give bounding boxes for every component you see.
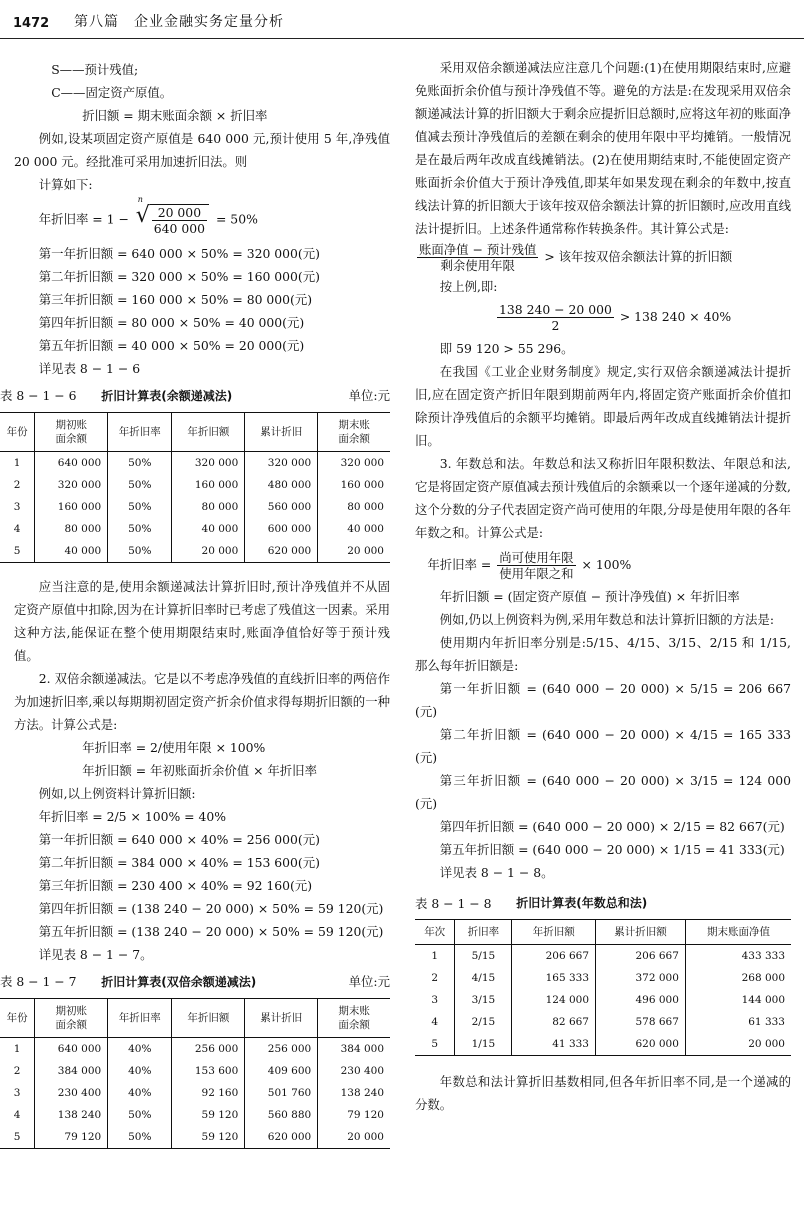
rate-denominator: 640 000 [153, 221, 206, 236]
right-column [415, 56, 791, 1116]
table-cell: 165 333 [512, 967, 596, 989]
table-cell: 50% [108, 496, 172, 518]
table-cell: 20 000 [318, 1126, 390, 1149]
table-cell: 4 [13, 1109, 21, 1121]
table-header: 累计折旧 [245, 999, 318, 1038]
syd-year-line: 第二年折旧额 = (640 000 − 20 000) × 4/15 = 165 333 (元) [415, 727, 791, 765]
closing-paragraph: 年数总和法计算折旧基数相同,但各年折旧率不同,是一个递减的分数。 [415, 1074, 791, 1112]
table-cell: 80 000 [318, 496, 390, 518]
table-cell: 620 000 [245, 1126, 318, 1149]
table-header: 年次 [415, 920, 455, 945]
see-table-6: 详见表 8 − 1 − 6 [38, 361, 141, 376]
table-cell: 433 333 [685, 945, 791, 968]
page-header [0, 0, 804, 39]
table-header: 年折旧额 [172, 413, 245, 452]
table-cell: 41 333 [512, 1033, 596, 1056]
rate-rhs: = 50% [215, 211, 258, 227]
table-cell: 560 880 [245, 1104, 318, 1126]
syd-rates: 使用期内年折旧率分别是:5/15、4/15、3/15、2/15 和 1/15,那么每年折旧额是: [415, 635, 791, 673]
table-cell: 80 000 [35, 518, 108, 540]
table-cell: 40 000 [172, 518, 245, 540]
table-8 [415, 919, 791, 1056]
table-header: 年折旧率 [108, 999, 172, 1038]
table-row [0, 1038, 390, 1061]
table-header: 期初账 面余额 [35, 413, 108, 452]
table-cell: 320 000 [318, 452, 390, 475]
table-cell: 79 120 [35, 1126, 108, 1149]
table-cell: 206 667 [512, 945, 596, 968]
table-cell: 320 000 [172, 452, 245, 475]
table-cell: 59 120 [172, 1126, 245, 1149]
condition-formula [415, 242, 791, 273]
year-line: 第一年折旧额 = 640 000 × 50% = 320 000(元) [38, 246, 320, 261]
table-cell: 20 000 [172, 540, 245, 563]
table-header: 折旧率 [455, 920, 512, 945]
table-cell: 4 [431, 1016, 439, 1028]
syd-paragraph: 3. 年数总和法。年数总和法又称折旧年限积数法、年限总和法,它是将固定资产原值减去预计残值后的余额乘以一个逐年递减的分数,这个分数的分子代表固定资产尚可使用的年限,分母是使用年限的各年年数之和。计算公式是: [415, 456, 791, 540]
running-title: 第八篇 企业金融实务定量分析 [74, 14, 284, 30]
table-6-number: 表 8 − 1 − 6 [0, 388, 77, 403]
table-header: 年折旧额 [512, 920, 596, 945]
table-cell: 384 000 [318, 1038, 390, 1061]
table-row [0, 540, 390, 563]
rate-lhs: 年折旧率 = 1 − [38, 211, 129, 227]
example-result: 即 59 120 > 55 296。 [439, 341, 574, 356]
rate-numerator: 20 000 [152, 205, 207, 221]
note-paragraph: 应当注意的是,使用余额递减法计算折旧时,预计净残值并不从固定资产原值中扣除,因为在计算折旧率时已考虑了残值这一因素。采用这种方法,能保证在整个使用期限结束时,账面净值恰好等于预计残值。 [14, 579, 390, 663]
ddb-example: 例如,以上例资料计算折旧额: [38, 786, 196, 801]
table-row [0, 1104, 390, 1126]
table-8-title: 折旧计算表(年数总和法) [516, 896, 648, 910]
table-8-caption [415, 892, 791, 915]
table-row [415, 967, 791, 989]
table-cell: 496 000 [596, 989, 686, 1011]
table-cell: 600 000 [245, 518, 318, 540]
table-cell: 5 [13, 545, 21, 557]
condition-numerator: 账面净值 − 预计残值 [419, 242, 537, 257]
table-cell: 160 000 [318, 474, 390, 496]
table-7-title: 折旧计算表(双倍余额递减法) [101, 975, 257, 989]
c-definition: C——固定资产原值。 [51, 85, 173, 100]
table-cell: 2 [13, 479, 21, 491]
table-header: 年份 [0, 999, 35, 1038]
condition-rhs: > 该年按双倍余额法计算的折旧额 [544, 249, 733, 264]
table-cell: 256 000 [245, 1038, 318, 1061]
table-cell: 640 000 [35, 1038, 108, 1061]
table-cell: 480 000 [245, 474, 318, 496]
ddb-line: 第五年折旧额 = (138 240 − 20 000) × 50% = 59 120(元) [38, 924, 384, 939]
ddb-line: 年折旧率 = 2/5 × 100% = 40% [38, 809, 227, 824]
table-cell: 61 333 [685, 1011, 791, 1033]
table-cell: 3/15 [455, 989, 512, 1011]
table-cell: 1 [13, 457, 21, 469]
table-cell: 80 000 [172, 496, 245, 518]
table-cell: 578 667 [596, 1011, 686, 1033]
table-row [0, 518, 390, 540]
table-cell: 82 667 [512, 1011, 596, 1033]
syd-rate-formula [427, 550, 791, 581]
table-header: 年折旧率 [108, 413, 172, 452]
table-cell: 5/15 [455, 945, 512, 968]
table-row [415, 989, 791, 1011]
year-line: 第四年折旧额 = 80 000 × 50% = 40 000(元) [38, 315, 305, 330]
example-denominator: 2 [551, 318, 560, 333]
table-cell: 40% [108, 1082, 172, 1104]
table-cell: 256 000 [172, 1038, 245, 1061]
syd-numerator: 尚可使用年限 [499, 550, 574, 565]
table-cell: 3 [13, 501, 21, 513]
table-cell: 124 000 [512, 989, 596, 1011]
year-line: 第五年折旧额 = 40 000 × 50% = 20 000(元) [38, 338, 305, 353]
see-table-8: 详见表 8 − 1 − 8。 [439, 865, 554, 880]
table-row [0, 496, 390, 518]
syd-year-line: 第五年折旧额 = (640 000 − 20 000) × 1/15 = 41 333(元) [439, 842, 785, 857]
year-line: 第二年折旧额 = 320 000 × 50% = 160 000(元) [38, 269, 320, 284]
table-cell: 230 400 [35, 1082, 108, 1104]
ddb-formula-1: 年折旧率 = 2/使用年限 × 100% [82, 740, 266, 755]
table-cell: 1/15 [455, 1033, 512, 1056]
table-cell: 4/15 [455, 967, 512, 989]
depreciation-formula: 折旧额 = 期末账面余额 × 折旧率 [82, 108, 268, 123]
table-cell: 3 [431, 994, 439, 1006]
table-row [415, 1033, 791, 1056]
table-cell: 4 [13, 523, 21, 535]
table-cell: 50% [108, 474, 172, 496]
table-cell: 560 000 [245, 496, 318, 518]
table-cell: 501 760 [245, 1082, 318, 1104]
table-cell: 640 000 [35, 452, 108, 475]
table-header: 期初账 面余额 [35, 999, 108, 1038]
calc-intro: 计算如下: [38, 177, 93, 192]
table-cell: 206 667 [596, 945, 686, 968]
table-cell: 153 600 [172, 1060, 245, 1082]
table-cell: 20 000 [685, 1033, 791, 1056]
table-cell: 144 000 [685, 989, 791, 1011]
table-cell: 40 000 [35, 540, 108, 563]
table-cell: 2 [431, 972, 439, 984]
table-cell: 2/15 [455, 1011, 512, 1033]
s-definition: S——预计残值; [51, 62, 139, 77]
table-7-caption [0, 970, 390, 994]
table-header: 期末账面净值 [685, 920, 791, 945]
table-header: 期末账 面余额 [318, 413, 390, 452]
table-cell: 1 [431, 950, 439, 962]
table-7-unit: 单位:元 [348, 974, 390, 989]
ddb-line: 第四年折旧额 = (138 240 − 20 000) × 50% = 59 120(元) [38, 901, 384, 916]
regulation-paragraph: 在我国《工业企业财务制度》规定,实行双倍余额递减法计提折旧,应在固定资产折旧年限到期前两年内,将固定资产账面折余价值扣除预计净残值后的余额平均摊销。即最后两年改成直线摊销法计提折旧。 [415, 364, 791, 448]
left-column [0, 56, 390, 1155]
table-cell: 59 120 [172, 1104, 245, 1126]
condition-denominator: 剩余使用年限 [440, 258, 515, 273]
table-row [0, 1082, 390, 1104]
table-cell: 40% [108, 1060, 172, 1082]
table-cell: 50% [108, 1126, 172, 1149]
table-8-number: 表 8 − 1 − 8 [415, 896, 492, 911]
year-line: 第三年折旧额 = 160 000 × 50% = 80 000(元) [38, 292, 313, 307]
table-cell: 160 000 [35, 496, 108, 518]
table-cell: 5 [431, 1038, 439, 1050]
syd-rate-rhs: × 100% [581, 557, 632, 572]
example-numerator: 138 240 − 20 000 [499, 302, 612, 317]
table-6-unit: 单位:元 [348, 388, 390, 403]
table-cell: 2 [13, 1065, 21, 1077]
radical-sign: √ [135, 203, 150, 228]
table-cell: 268 000 [685, 967, 791, 989]
table-cell: 50% [108, 452, 172, 475]
table-header: 累计折旧 [245, 413, 318, 452]
table-cell: 79 120 [318, 1104, 390, 1126]
example-rhs: > 138 240 × 40% [619, 309, 732, 324]
table-cell: 3 [13, 1087, 21, 1099]
table-cell: 160 000 [172, 474, 245, 496]
table-cell: 620 000 [245, 540, 318, 563]
syd-denominator: 使用年限之和 [499, 566, 574, 581]
table-cell: 138 240 [35, 1104, 108, 1126]
issues-paragraph: 采用双倍余额递减法应注意几个问题:(1)在使用期限结束时,应避免账面折余价值与预计净残值不等。避免的方法是:在发现采用双倍余额递减法计算的折旧额大于剩余应提折旧总额时,应将这年初的账面净值减去预计净残值后的差额在剩余的使用年限中平均摊销。一般情况是在最后两年改成直线摊销法。(2)在使用期结束时,不能使固定资产账面折余价值大于预计净残值,即某年如果发现在剩余的年数中,按直线法计算的折旧额大于该年按双倍余额法计算的折旧额时,应改用直线法计提折旧。上述条件通常称作转换条件。其计算公式是: [415, 60, 791, 236]
example-formula [495, 302, 791, 333]
table-cell: 50% [108, 1104, 172, 1126]
as-above: 按上例,即: [439, 279, 498, 294]
table-cell: 384 000 [35, 1060, 108, 1082]
table-row [0, 1060, 390, 1082]
table-cell: 1 [13, 1043, 21, 1055]
table-cell: 372 000 [596, 967, 686, 989]
table-6-title: 折旧计算表(余额递减法) [101, 389, 233, 403]
root-index: n [137, 195, 143, 204]
table-row [0, 474, 390, 496]
table-header: 累计折旧额 [596, 920, 686, 945]
ddb-line: 第三年折旧额 = 230 400 × 40% = 92 160(元) [38, 878, 313, 893]
table-cell: 20 000 [318, 540, 390, 563]
table-cell: 230 400 [318, 1060, 390, 1082]
table-header: 年份 [0, 413, 35, 452]
table-row [0, 452, 390, 475]
table-6-caption [0, 384, 390, 408]
syd-year-line: 第三年折旧额 = (640 000 − 20 000) × 3/15 = 124 000 (元) [415, 773, 791, 811]
table-6 [0, 412, 390, 563]
rate-formula [14, 195, 390, 236]
example-paragraph: 例如,设某项固定资产原值是 640 000 元,预计使用 5 年,净残值 20 000 元。经批准可采用加速折旧法。则 [14, 131, 390, 169]
table-cell: 40 000 [318, 518, 390, 540]
table-cell: 40% [108, 1038, 172, 1061]
syd-formula-2: 年折旧额 = (固定资产原值 − 预计净残值) × 年折旧率 [439, 589, 740, 604]
table-cell: 409 600 [245, 1060, 318, 1082]
table-cell: 50% [108, 540, 172, 563]
table-cell: 620 000 [596, 1033, 686, 1056]
table-row [415, 1011, 791, 1033]
syd-rate-lhs: 年折旧率 = [427, 557, 492, 572]
ddb-line: 第二年折旧额 = 384 000 × 40% = 153 600(元) [38, 855, 320, 870]
table-row [415, 945, 791, 968]
ddb-paragraph: 2. 双倍余额递减法。它是以不考虑净残值的直线折旧率的两倍作为加速折旧率,乘以每期期初固定资产折余价值求得每期折旧额的一种方法。计算公式是: [14, 671, 390, 732]
table-header: 期末账 面余额 [318, 999, 390, 1038]
table-7-number: 表 8 − 1 − 7 [0, 974, 77, 989]
table-cell: 5 [13, 1131, 21, 1143]
table-cell: 320 000 [245, 452, 318, 475]
table-7 [0, 998, 390, 1149]
table-cell: 138 240 [318, 1082, 390, 1104]
ddb-formula-2: 年折旧额 = 年初账面折余价值 × 年折旧率 [82, 763, 317, 778]
see-table-7: 详见表 8 − 1 − 7。 [38, 947, 153, 962]
table-row [0, 1126, 390, 1149]
nth-root [135, 195, 209, 236]
ddb-line: 第一年折旧额 = 640 000 × 40% = 256 000(元) [38, 832, 320, 847]
table-cell: 50% [108, 518, 172, 540]
syd-year-line: 第四年折旧额 = (640 000 − 20 000) × 2/15 = 82 667(元) [439, 819, 785, 834]
table-cell: 320 000 [35, 474, 108, 496]
syd-example: 例如,仍以上例资料为例,采用年数总和法计算折旧额的方法是: [439, 612, 775, 627]
table-header: 年折旧额 [172, 999, 245, 1038]
table-cell: 92 160 [172, 1082, 245, 1104]
syd-year-line: 第一年折旧额 = (640 000 − 20 000) × 5/15 = 206 667 (元) [415, 681, 791, 719]
page-number: 1472 [13, 16, 50, 31]
